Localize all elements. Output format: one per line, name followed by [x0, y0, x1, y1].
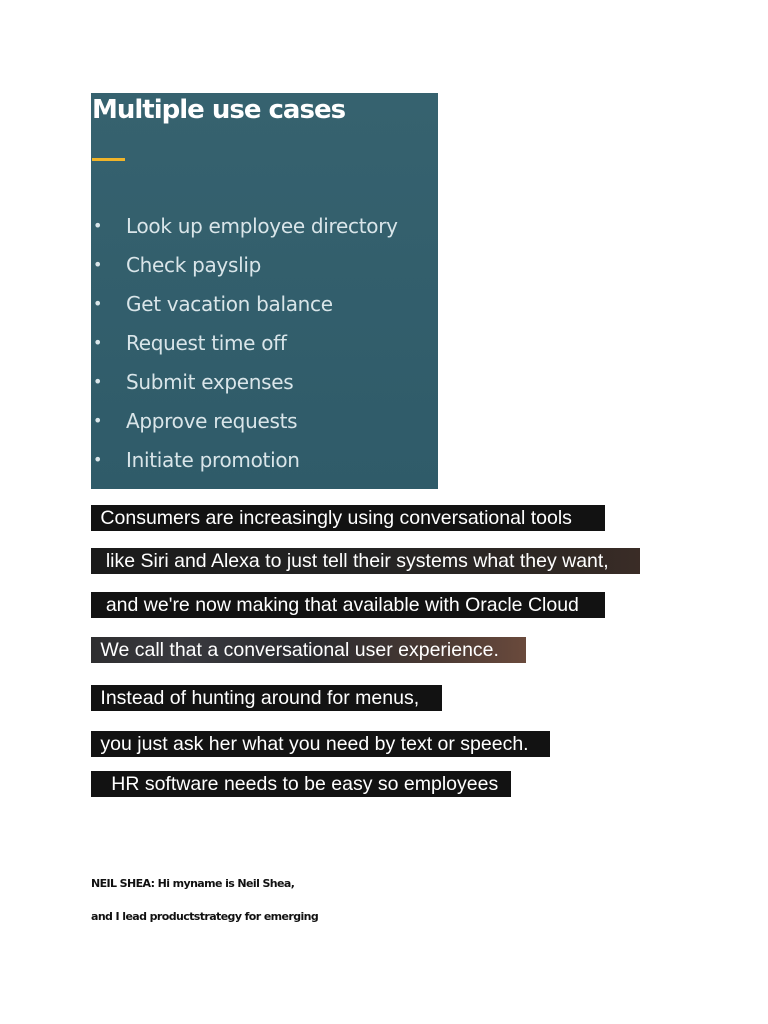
- use-case-text: Initiate promotion: [126, 448, 300, 472]
- slide-title: Multiple use cases: [92, 95, 346, 125]
- bullet-icon: •: [93, 372, 103, 391]
- use-case-text: Look up employee directory: [126, 214, 398, 238]
- transcript-line-2: and I lead productstrategy for emerging: [91, 910, 319, 923]
- caption-line-6: you just ask her what you need by text or speech.: [91, 731, 550, 757]
- caption-line-5: Instead of hunting around for menus,: [91, 685, 442, 711]
- slide-accent-bar: [92, 158, 125, 161]
- transcript-line-1: NEIL SHEA: Hi myname is Neil Shea,: [91, 877, 295, 890]
- caption-line-3: and we're now making that available with Oracle Cloud: [91, 592, 605, 618]
- caption-line-2: like Siri and Alexa to just tell their systems what they want,: [91, 548, 640, 574]
- bullet-icon: •: [93, 333, 103, 352]
- use-case-text: Check payslip: [126, 253, 261, 277]
- caption-line-7: HR software needs to be easy so employees: [91, 771, 511, 797]
- use-case-text: Approve requests: [126, 409, 298, 433]
- slide-image: [91, 93, 438, 489]
- caption-line-1: Consumers are increasingly using conversational tools: [91, 505, 605, 531]
- bullet-icon: •: [93, 294, 103, 313]
- caption-line-4: We call that a conversational user experience.: [91, 637, 526, 663]
- use-case-text: Request time off: [126, 331, 287, 355]
- use-case-text: Get vacation balance: [126, 292, 333, 316]
- bullet-icon: •: [93, 216, 103, 235]
- bullet-icon: •: [93, 411, 103, 430]
- bullet-icon: •: [93, 255, 103, 274]
- use-case-text: Submit expenses: [126, 370, 294, 394]
- bullet-icon: •: [93, 450, 103, 469]
